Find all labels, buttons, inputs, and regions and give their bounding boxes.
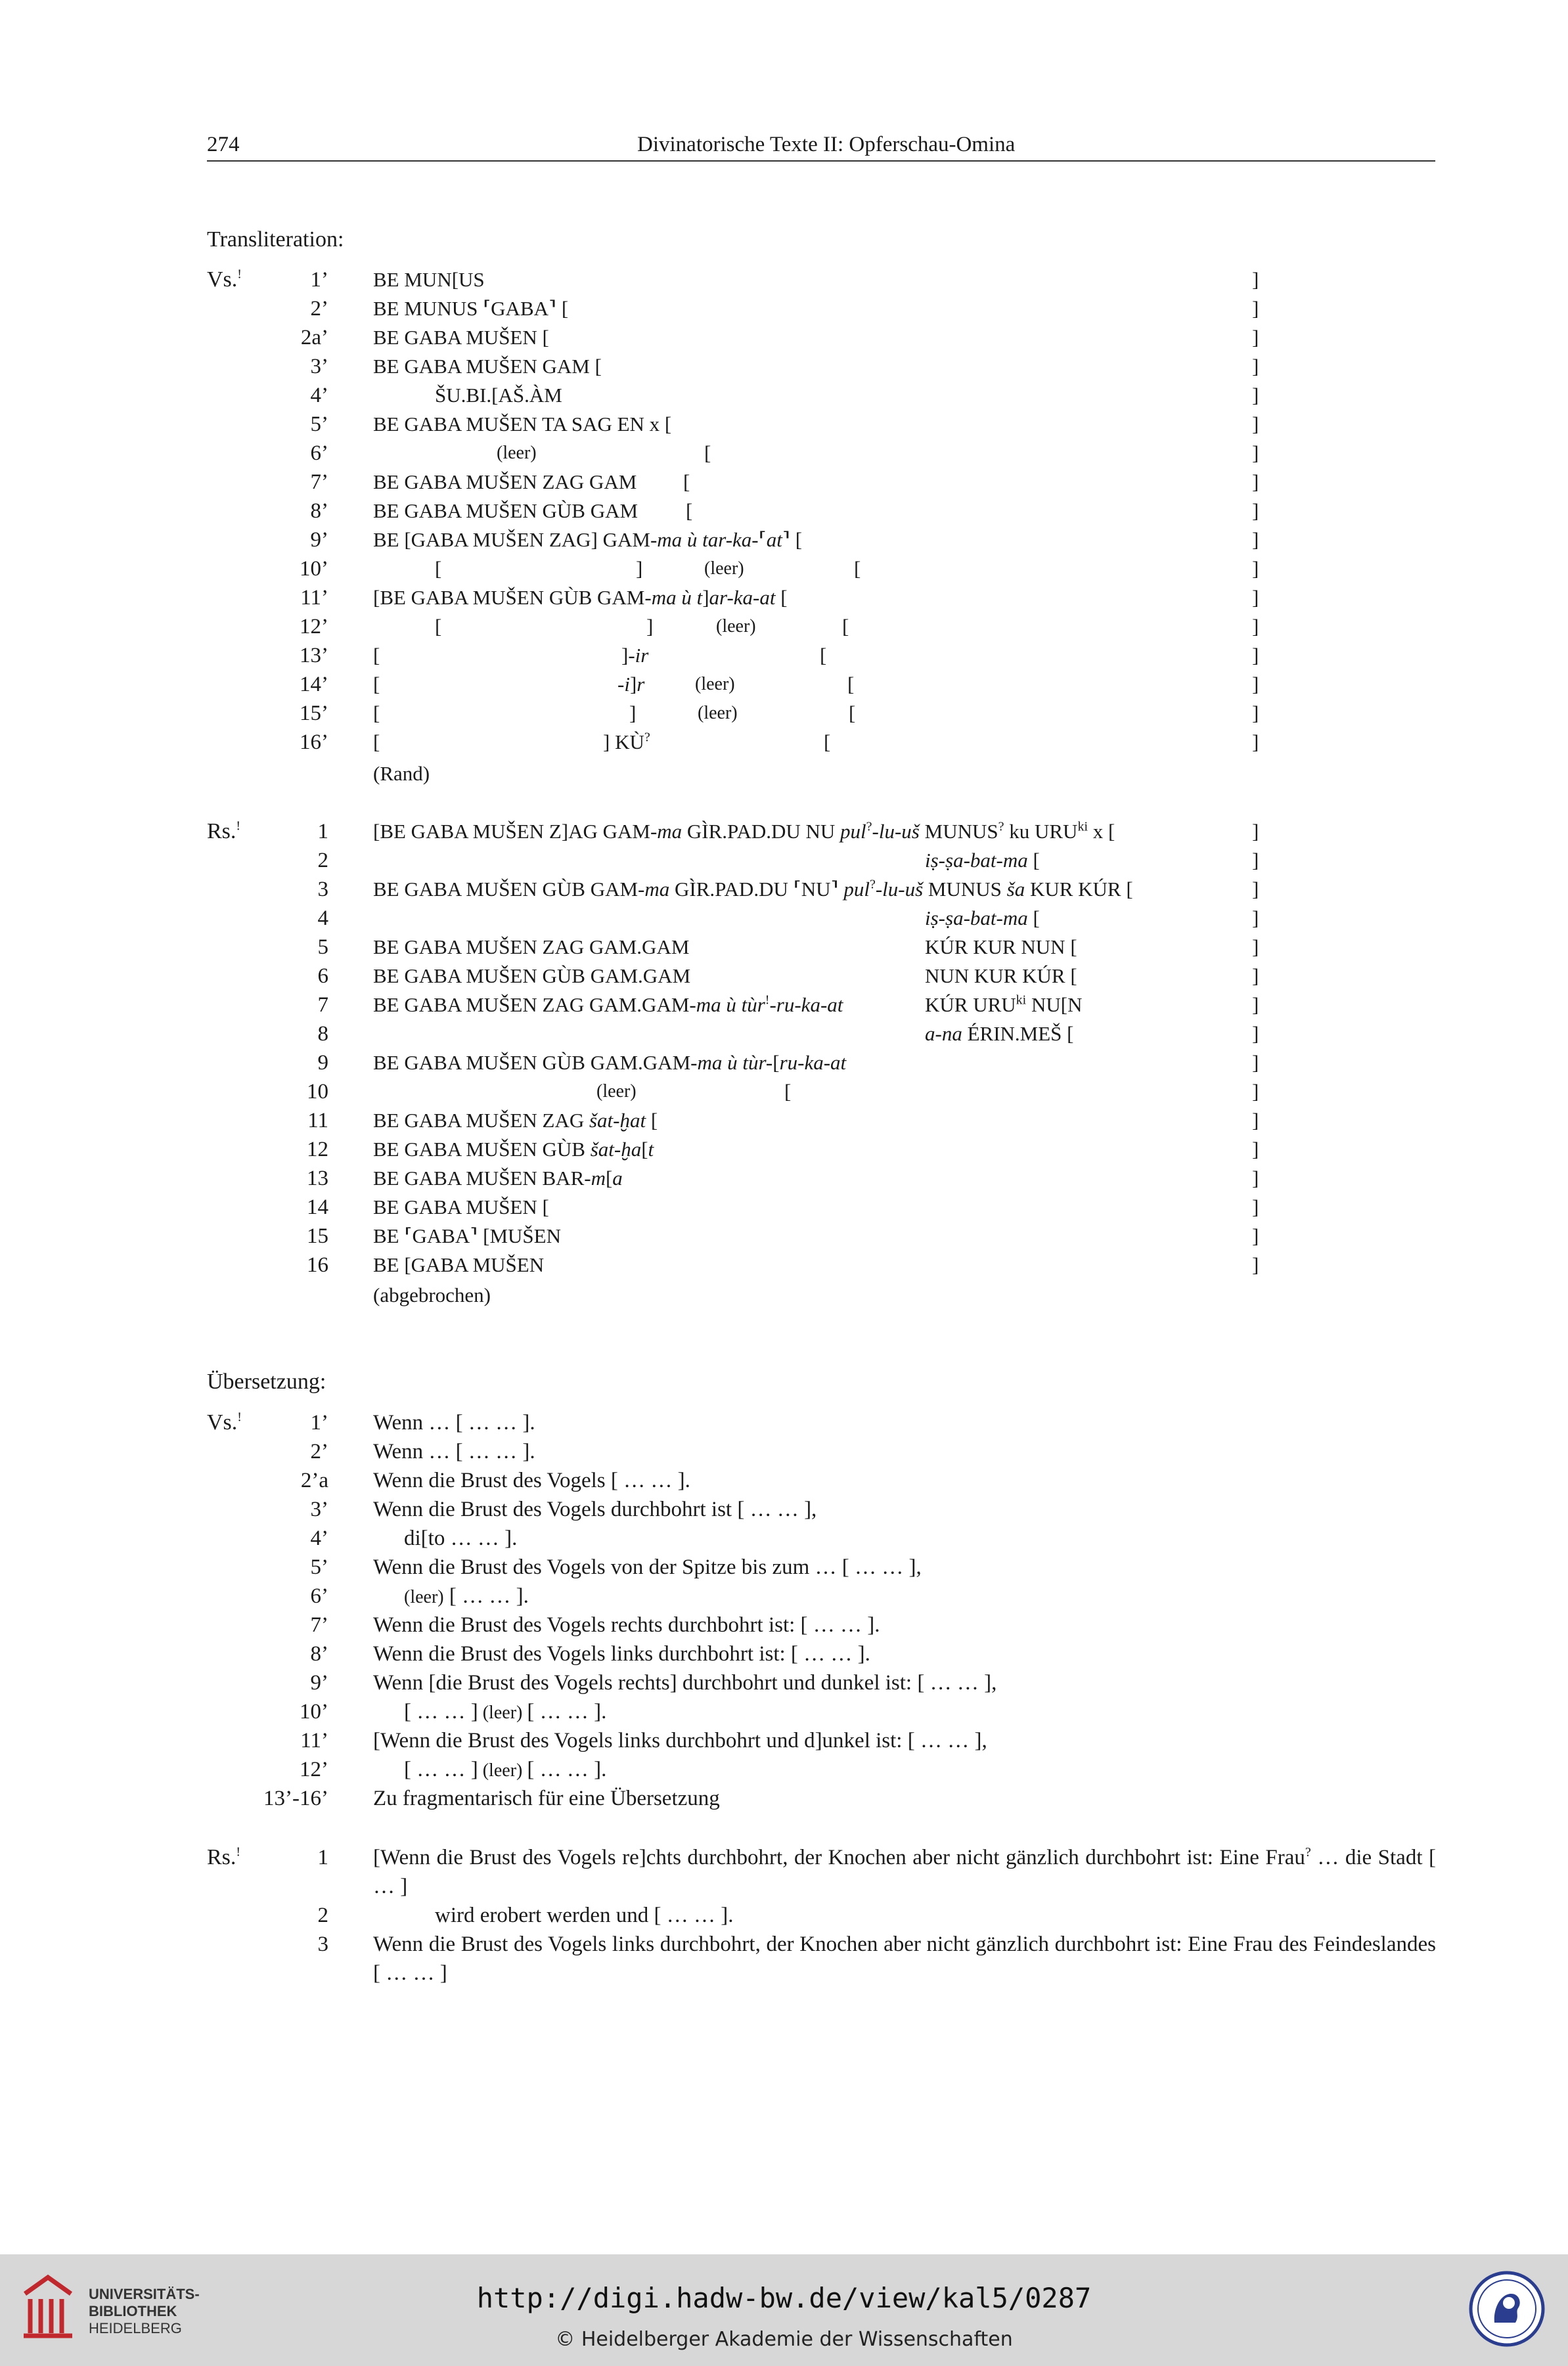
transliteration-heading: Transliteration: (207, 227, 344, 252)
translation-row: 3’ Wenn die Brust des Vogels durchbohrt ist [ … … ], (310, 1498, 817, 1521)
translit-row: 16’ [ ] KÙ? [ ] (300, 730, 1259, 754)
translit-rand: (Rand) (373, 762, 430, 785)
running-title: Divinatorische Texte II: Opferschau-Omina (637, 133, 1016, 156)
translation-row: 5’ Wenn die Brust des Vogels von der Spitze bis zum … [ … … ], (310, 1555, 922, 1579)
translit-row: 9 BE GABA MUŠEN GÙB GAM.GAM-ma ù tùr-[ru-ka-at ] (317, 1051, 1259, 1075)
translation-row: Vs.! 1’ Wenn … [ … … ]. (0, 1408, 1568, 1437)
translit-row: 10 (leer) [ ] (307, 1080, 1259, 1104)
translation-row: 6’ (leer) [ … … ]. (310, 1584, 529, 1608)
translation-row: 10’ [ … … ] (leer) [ … … ]. (300, 1700, 607, 1724)
translation-rs-1: [Wenn die Brust des Vogels re]chts durchbohrt, der Knochen aber nicht gänzlich durchbohrt ist: Eine Frau? … die Stadt [ … ] (373, 1845, 1436, 1898)
side-label: Vs.! (207, 267, 242, 292)
academy-seal-icon (1468, 2270, 1546, 2348)
translit-row: 11’ [BE GABA MUŠEN GÙB GAM-ma ù t]ar-ka-at [ ] (300, 586, 1259, 610)
translit-row: 13 BE GABA MUŠEN BAR-m[a ] (307, 1167, 1259, 1190)
translation-row: 3 (317, 1932, 328, 1956)
page-number: 274 (207, 133, 240, 156)
translit-row: 14 BE GABA MUŠEN [ ] (307, 1195, 1259, 1219)
translit-row: 10’ [ ] (leer) [ ] (300, 557, 1259, 581)
translit-row: Vs.! 1’ BE MUN[US ] (0, 265, 1568, 294)
translit-row: 4’ ŠU.BI.[AŠ.ÀM ] (310, 384, 1259, 407)
translit-row: 14’ [ -i]r (leer) [ ] (300, 673, 1259, 696)
side-label: Rs.! (207, 818, 241, 843)
translit-row: 11 BE GABA MUŠEN ZAG šat-ḫat [ ] (307, 1109, 1259, 1132)
translation-row: 2’ Wenn … [ … … ]. (310, 1440, 535, 1463)
library-name: UNIVERSITÄTS- BIBLIOTHEK HEIDELBERG (89, 2286, 200, 2336)
translit-row: 5’ BE GABA MUŠEN TA SAG EN x [ ] (310, 413, 1259, 436)
translation-row: 2 wird erobert werden und [ … … ]. (317, 1904, 734, 1927)
translation-row: 8’ Wenn die Brust des Vogels links durchbohrt ist: [ … … ]. (310, 1642, 870, 1666)
translit-row: 6 BE GABA MUŠEN GÙB GAM.GAM NUN KUR KÚR [ ] (317, 964, 1259, 988)
header-rule (207, 160, 1435, 162)
translation-row: 11’ [Wenn die Brust des Vogels links durchbohrt und d]unkel ist: [ … … ], (300, 1729, 987, 1752)
translit-row: 2’ BE MUNUS ⸢GABA⸣ [ ] (310, 297, 1259, 321)
translit-row: 15 BE ⸢GABA⸣ [MUŠEN ] (307, 1224, 1259, 1248)
side-label: Rs.! (207, 1844, 241, 1869)
side-label: Vs.! (207, 1410, 242, 1435)
translit-row: 13’ [ ]-ir [ ] (300, 644, 1259, 667)
translit-row: 12 BE GABA MUŠEN GÙB šat-ḫa[t ] (307, 1138, 1259, 1161)
translit-abgebrochen: (abgebrochen) (373, 1283, 491, 1306)
translit-row: 2 iṣ-ṣa-bat-ma [ ] (317, 849, 1259, 872)
translit-row: 8 a-na ÉRIN.MEŠ [ ] (317, 1022, 1259, 1046)
translit-row: 2a’ BE GABA MUŠEN [ ] (300, 326, 1259, 349)
translit-row: 3’ BE GABA MUŠEN GAM [ ] (310, 355, 1259, 378)
translit-row: 8’ BE GABA MUŠEN GÙB GAM [ ] (310, 499, 1259, 523)
translation-row: 4’ di[to … … ]. (310, 1527, 518, 1550)
translit-row: 6’ (leer) [ ] (310, 441, 1259, 465)
translit-row: 3 BE GABA MUŠEN GÙB GAM-ma GÌR.PAD.DU ⸢NU⸣ pul?-lu-uš MUNUS ša KUR KÚR [ ] (317, 877, 1259, 901)
translit-row: 7 BE GABA MUŠEN ZAG GAM.GAM-ma ù tùr!-ru-ka-at KÚR $URU^{ki}$ NU[N ] (317, 993, 1259, 1017)
translit-row: 9’ BE [GABA MUŠEN ZAG] GAM-ma ù tar-ka-⸢at⸣ [ ] (310, 528, 1259, 552)
translation-row: 2’a Wenn die Brust des Vogels [ … … ]. (300, 1469, 690, 1492)
translit-row: 12’ [ ] (leer) [ ] (300, 615, 1259, 638)
translit-row: 5 BE GABA MUŠEN ZAG GAM.GAM KÚR KUR NUN [ ] (317, 935, 1259, 959)
translation-row: 7’ Wenn die Brust des Vogels rechts durchbohrt ist: [ … … ]. (310, 1613, 880, 1637)
footer-bar (0, 2254, 1568, 2366)
translit-row: 4 iṣ-ṣa-bat-ma [ ] (317, 906, 1259, 930)
translit-row: Rs.! 1 [BE GABA MUŠEN Z]AG GAM-ma GÌR.PAD.DU NU pul?-lu-uš MUNUS? ku $URU^{ki}$ x [ ] (0, 817, 1568, 846)
translation-row: 13’-16’ Zu fragmentarisch für eine Übersetzung (263, 1787, 720, 1810)
translation-row: 9’ Wenn [die Brust des Vogels rechts] durchbohrt und dunkel ist: [ … … ], (310, 1671, 997, 1695)
translation-rs-3: Wenn die Brust des Vogels links durchbohrt, der Knochen aber nicht gänzlich durchbohrt ist: Eine Frau des Feindeslandes [ … … ] (373, 1932, 1436, 1985)
translation-row: 12’ [ … … ] (leer) [ … … ]. (300, 1758, 607, 1781)
translit-row: 15’ [ ] (leer) [ ] (300, 702, 1259, 725)
translation-heading: Übersetzung: (207, 1370, 326, 1394)
translit-row: 16 BE [GABA MUŠEN ] (307, 1253, 1259, 1277)
translit-row: 7’ BE GABA MUŠEN ZAG GAM [ ] (310, 470, 1259, 494)
translation-row: Rs.! 1 (0, 1843, 1568, 1872)
copyright-notice: © Heidelberger Akademie der Wissenschaften (555, 2328, 1013, 2351)
permalink-url[interactable]: http://digi.hadw-bw.de/view/kal5/0287 (476, 2282, 1092, 2314)
